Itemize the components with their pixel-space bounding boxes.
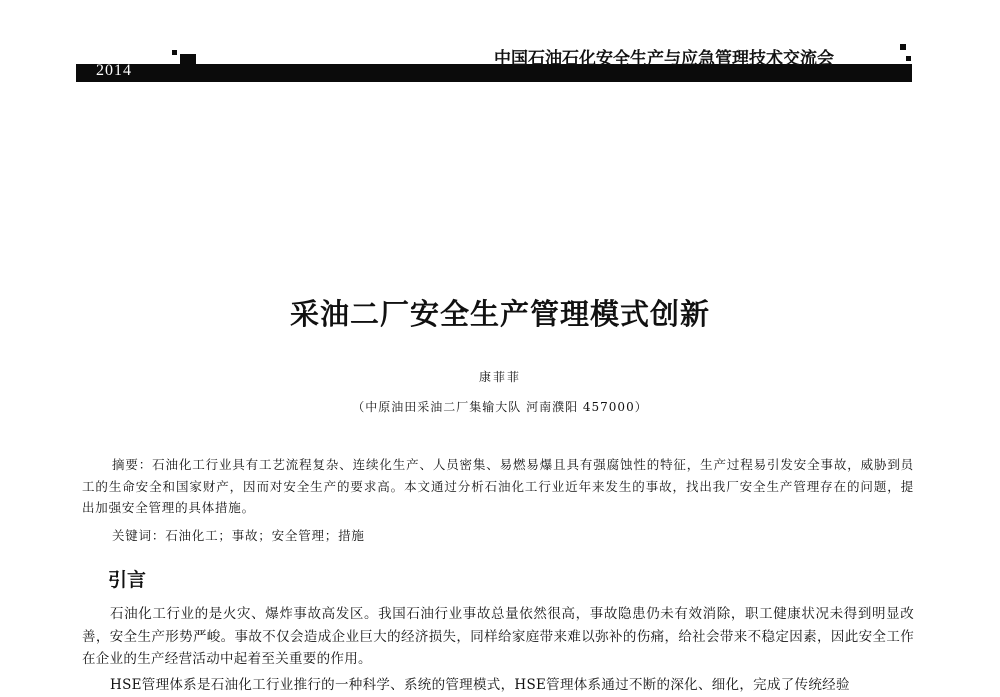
section-heading-introduction: 引言 [108, 569, 147, 591]
abstract: 摘要：石油化工行业具有工艺流程复杂、连续化生产、人员密集、易燃易爆且具有强腐蚀性的特征，生产过程易引发安全事故，威胁到员工的生命安全和国家财产，因而对安全生产的要求高。本文通过分析石油化工行业近年来发生的事故，找出我厂安全生产管理存在的问题，提出加强安全管理的具体措施。 [82, 457, 914, 515]
author-affiliation: （中原油田采油二厂集输大队 河南濮阳 457000） [352, 400, 648, 414]
journal-title: 中国石油石化安全生产与应急管理技术交流会 [494, 49, 834, 69]
introduction-truncated-line: HSE管理体系是石油化工行业推行的一种科学、系统的管理模式，HSE管理体系通过不断的深化、细化，完成了传统经验 [110, 677, 850, 693]
header-square-decoration [172, 50, 177, 55]
header-square-decoration [185, 58, 190, 63]
header-year: 2014 [96, 62, 132, 79]
header-square-decoration [906, 56, 911, 61]
article-title: 采油二厂安全生产管理模式创新 [289, 297, 710, 331]
author-name: 康菲菲 [478, 370, 521, 384]
introduction-paragraph: 石油化工行业的是火灾、爆炸事故高发区。我国石油行业事故总量依然很高，事故隐患仍未有效消除，职工健康状况未得到明显改善，安全生产形势严峻。事故不仅会造成企业巨大的经济损失，同样给家庭带来难以弥补的伤痛，给社会带来不稳定因素，因此安全工作在企业的生产经营活动中起着至关重要的作用。 [82, 606, 914, 667]
keywords: 关键词：石油化工；事故；安全管理；措施 [112, 528, 365, 543]
